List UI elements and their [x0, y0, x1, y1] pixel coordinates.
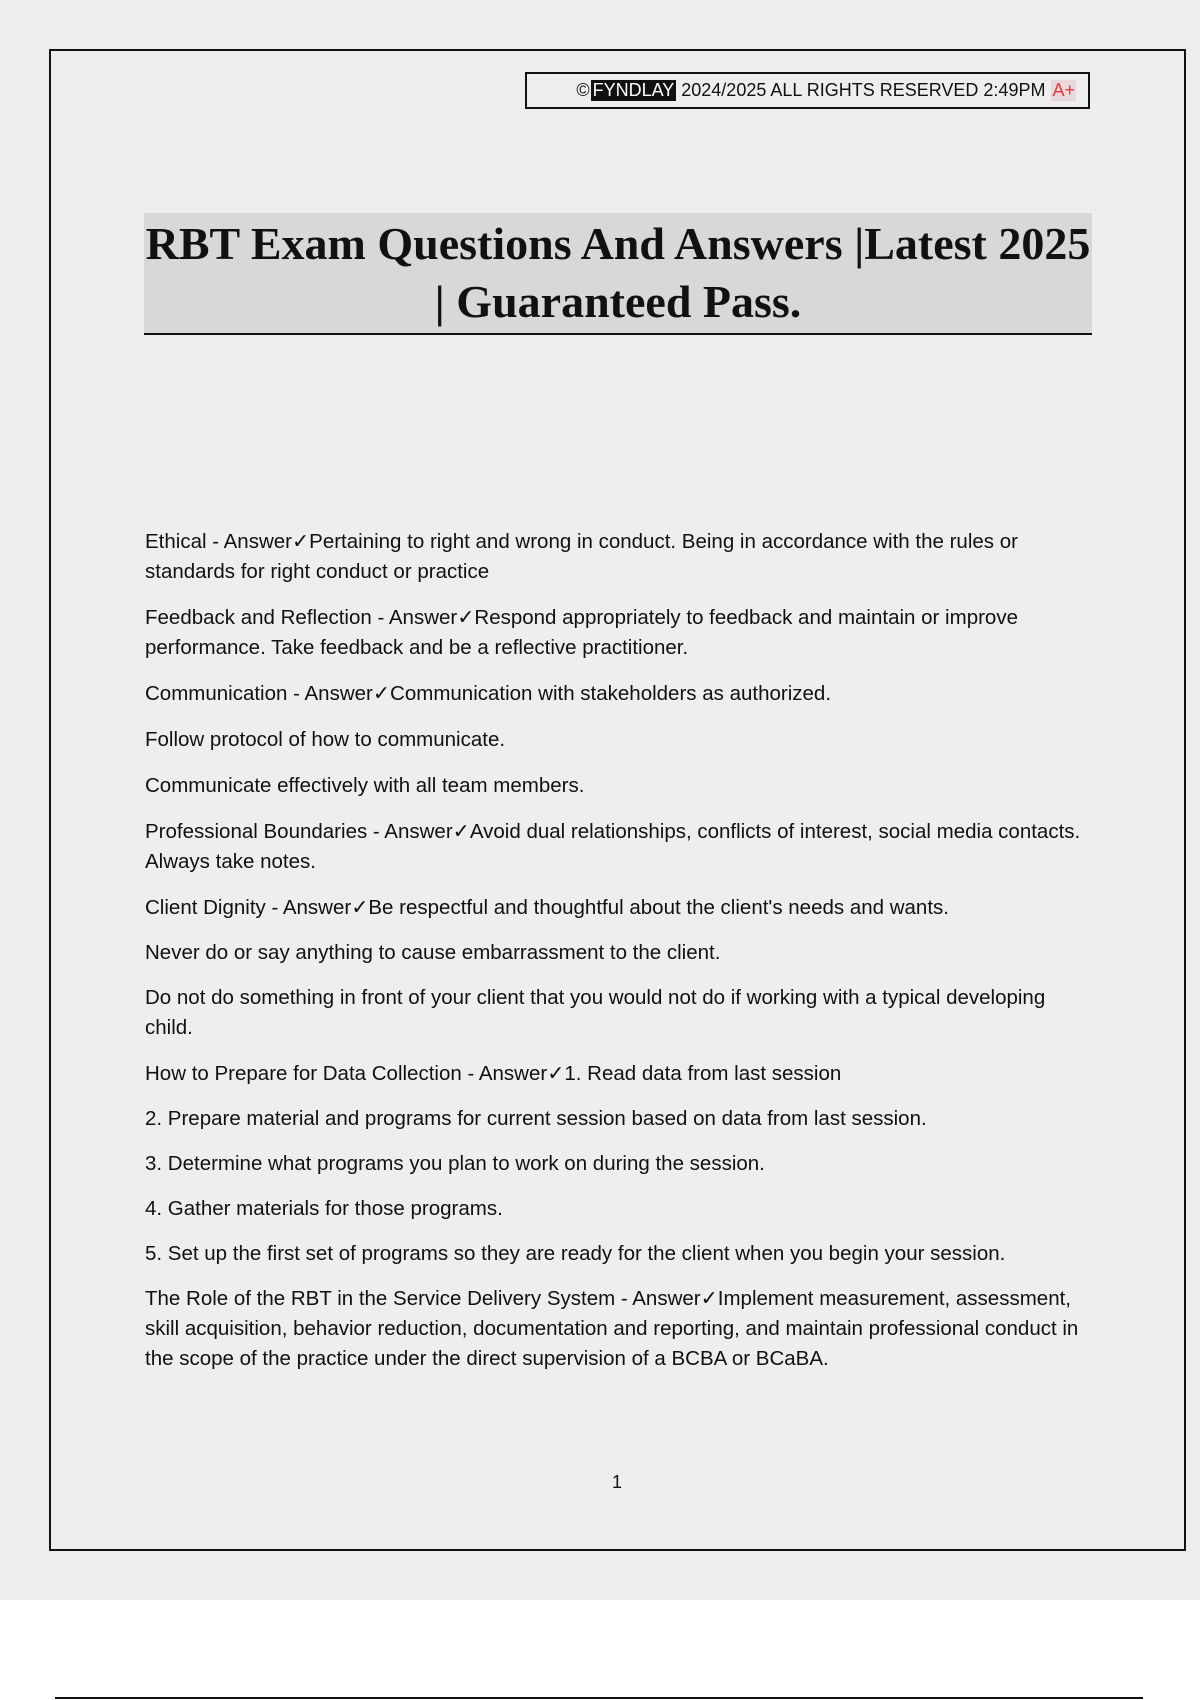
document-title: RBT Exam Questions And Answers |Latest 2025 | Guaranteed Pass.: [145, 218, 1091, 327]
grade-badge: A+: [1052, 80, 1075, 100]
page-number: 1: [611, 1472, 622, 1492]
paragraph-follow-protocol: Follow protocol of how to communicate.: [145, 728, 506, 751]
paragraph-step-2: 2. Prepare material and programs for current session based on data from last session.: [145, 1107, 927, 1130]
paragraph-step-5: 5. Set up the first set of programs so they are ready for the client when you begin your session.: [145, 1242, 1006, 1265]
paragraph-step-4: 4. Gather materials for those programs.: [145, 1197, 503, 1220]
copyright-notice: [525, 72, 1090, 109]
paragraph-step-3: 3. Determine what programs you plan to work on during the session.: [145, 1152, 765, 1175]
paragraph-client-dignity: Client Dignity - Answer✓Be respectful and thoughtful about the client's needs and wants.: [145, 896, 949, 919]
document-body: [145, 527, 1090, 1390]
copyright-owner: FYNDLAY: [592, 80, 675, 100]
paragraph-professional-boundaries: Professional Boundaries - Answer✓Avoid dual relationships, conflicts of interest, social media contacts. Always take notes.: [145, 820, 1081, 873]
paragraph-data-collection: How to Prepare for Data Collection - Answer✓1. Read data from last session: [145, 1062, 842, 1085]
paragraph-never-embarrass: Never do or say anything to cause embarrassment to the client.: [145, 941, 721, 964]
page-divider: [55, 1697, 1143, 1699]
paragraph-ethical: Ethical - Answer✓Pertaining to right and wrong in conduct. Being in accordance with the rules or standards for right conduct or practice: [145, 530, 1018, 583]
paragraph-typical-child: Do not do something in front of your client that you would not do if working with a typical developing child.: [145, 986, 1046, 1039]
copyright-symbol: ©: [576, 80, 590, 100]
paragraph-communication: Communication - Answer✓Communication with stakeholders as authorized.: [145, 682, 832, 705]
title-block: [144, 213, 1092, 335]
paragraph-feedback-reflection: Feedback and Reflection - Answer✓Respond appropriately to feedback and maintain or improve performance. Take feedback and be a reflective practitioner.: [145, 606, 1018, 659]
copyright-text: 2024/2025 ALL RIGHTS RESERVED 2:49PM: [681, 80, 1046, 100]
paragraph-rbt-role: The Role of the RBT in the Service Delivery System - Answer✓Implement measurement, assessment, skill acquisition, behavior reduction, documentation and reporting, and maintain professional conduct in the scope of the practice under the direct supervision of a BCBA or BCaBA.: [145, 1287, 1079, 1370]
paragraph-communicate-team: Communicate effectively with all team members.: [145, 774, 585, 797]
